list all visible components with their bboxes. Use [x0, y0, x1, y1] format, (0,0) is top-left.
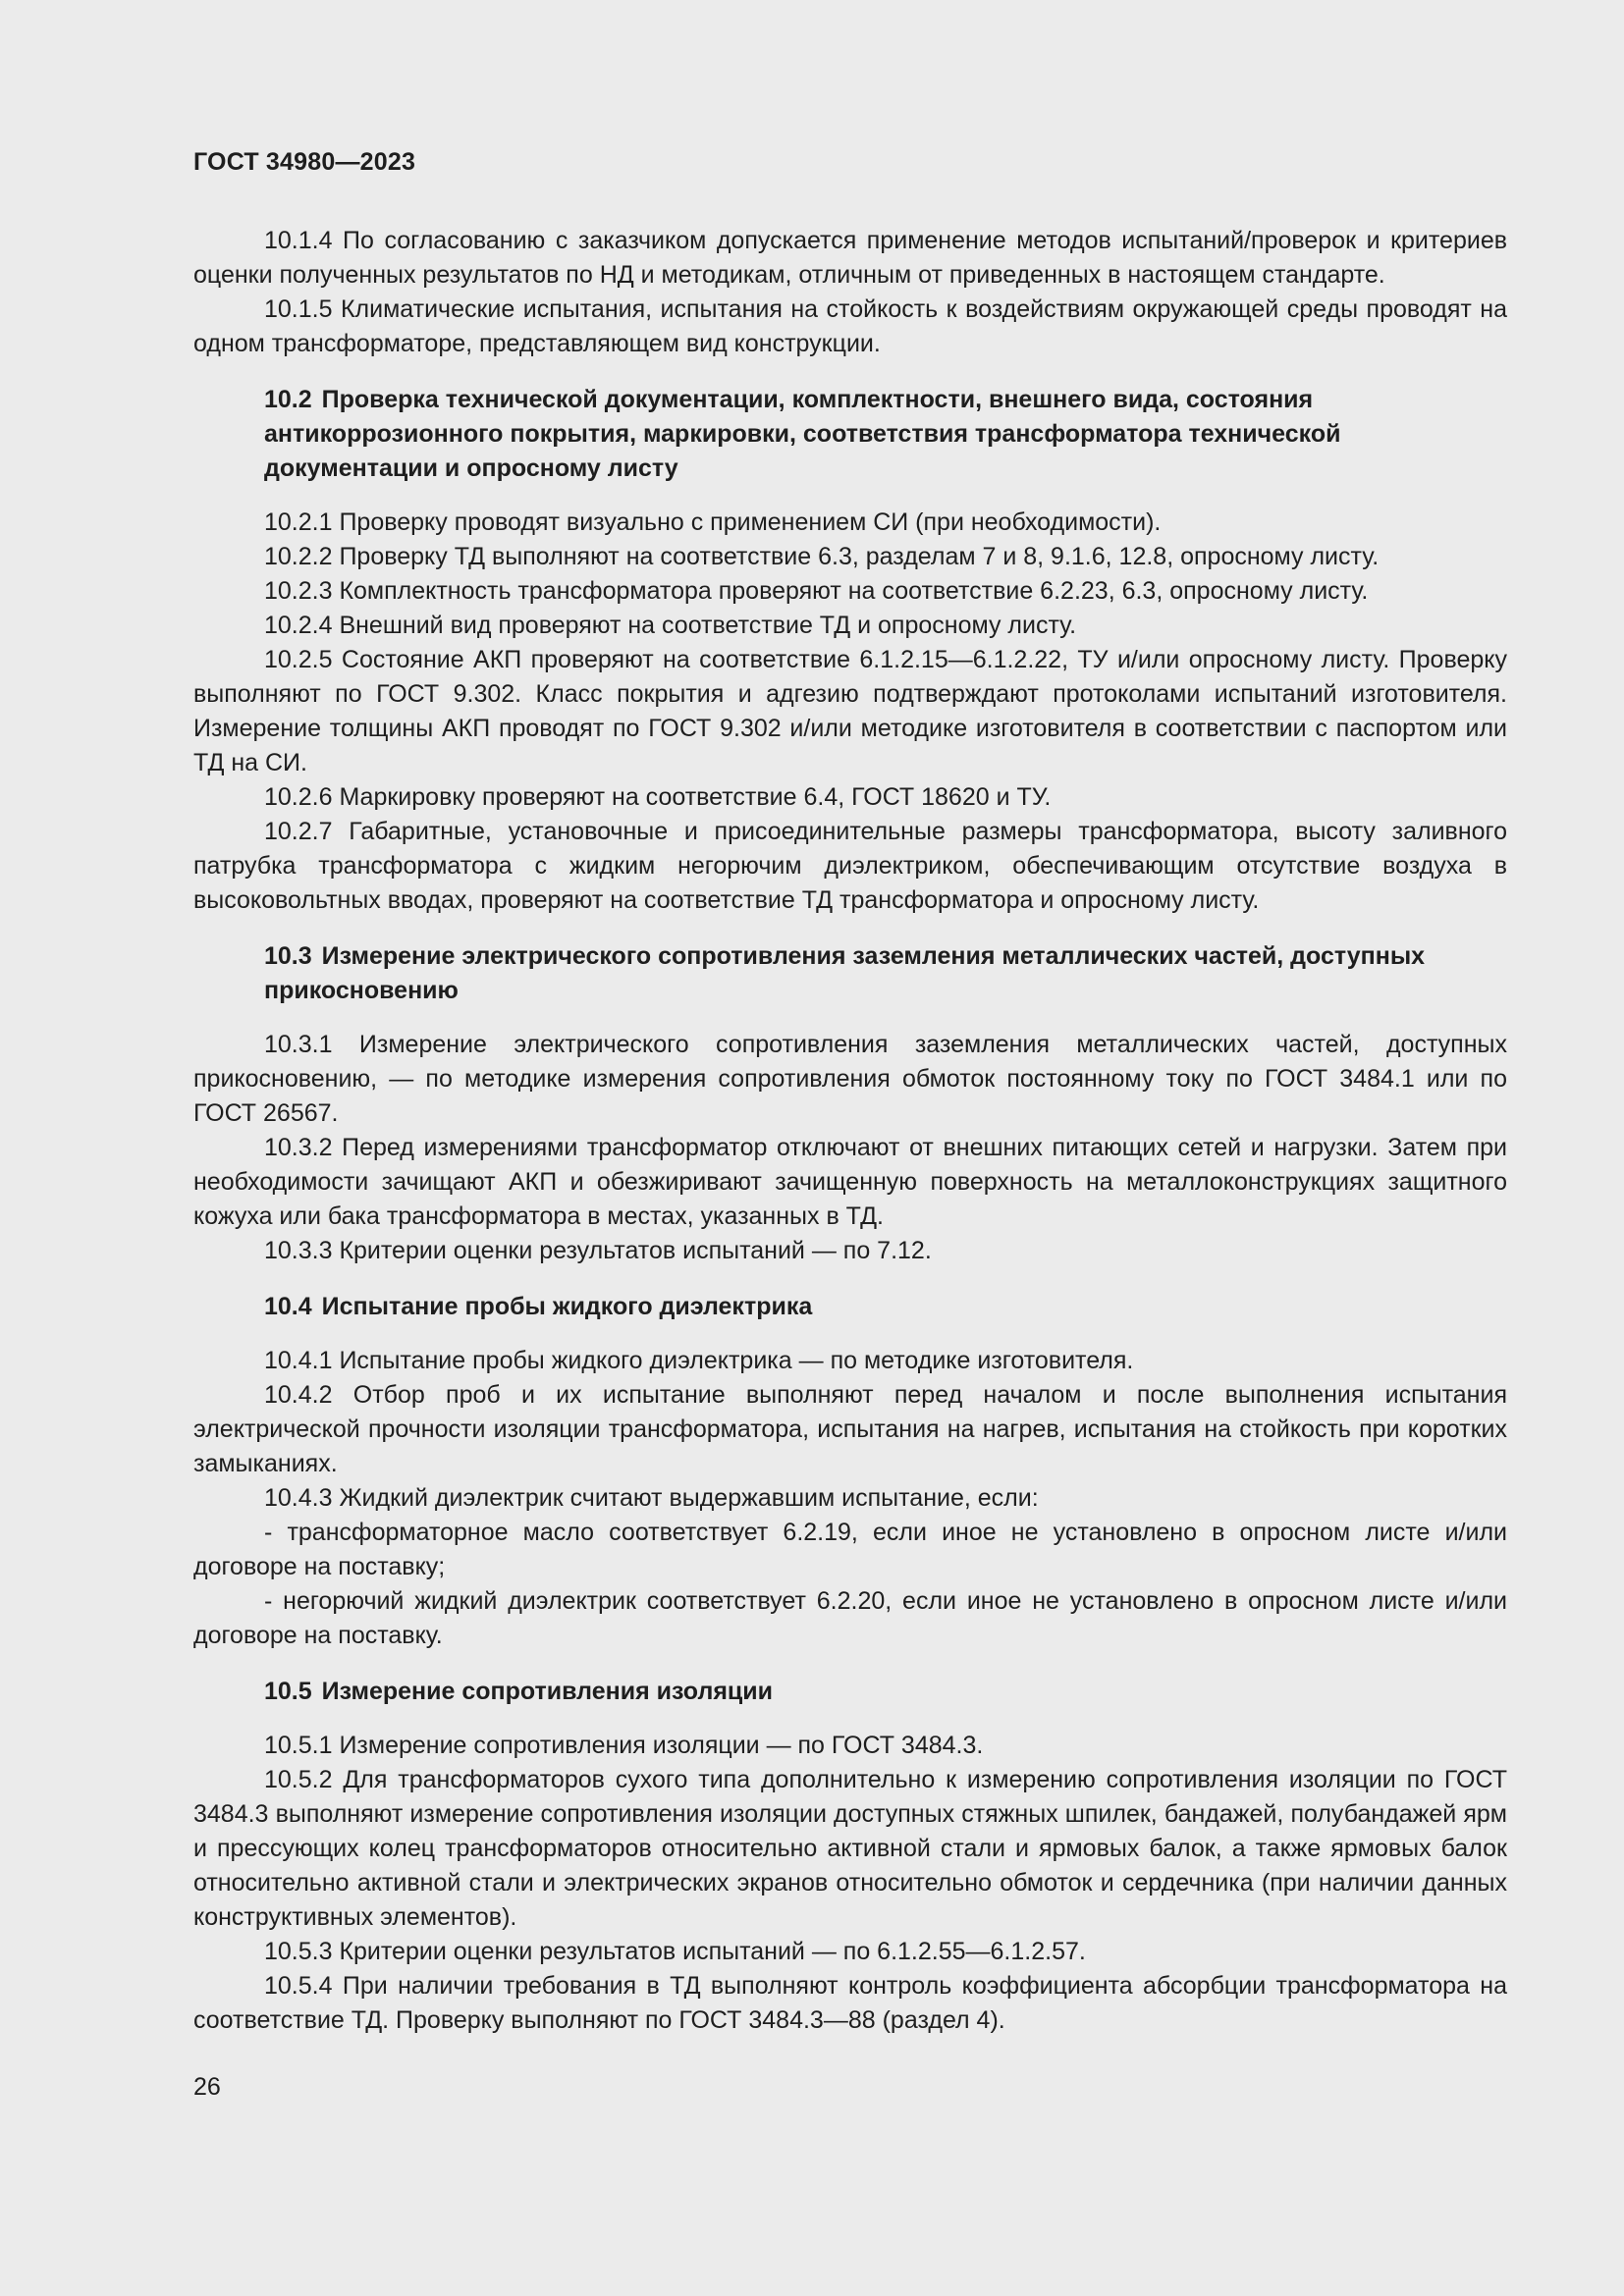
- section-title: Испытание пробы жидкого диэлектрика: [321, 1293, 813, 1320]
- section-heading: [193, 939, 1507, 1008]
- paragraph: 10.4.3 Жидкий диэлектрик считают выдержавшим испытание, если:: [264, 1484, 1039, 1512]
- section-heading: [193, 383, 1507, 486]
- paragraph: 10.3.1 Измерение электрического сопротивления заземления металлических частей, доступных прикосновению, — по методике измерения сопротивления обмоток постоянному току по ГОСТ 3484.1 или по ГОСТ 26567.: [193, 1031, 1507, 1127]
- section-number: 10.4: [264, 1293, 312, 1320]
- paragraph: 10.2.3 Комплектность трансформатора проверяют на соответствие 6.2.23, 6.3, опросному листу.: [264, 577, 1369, 605]
- paragraph: 10.5.1 Измерение сопротивления изоляции — по ГОСТ 3484.3.: [264, 1732, 984, 1759]
- paragraph: 10.2.7 Габаритные, установочные и присоединительные размеры трансформатора, высоту заливного патрубка трансформатора с жидким негорючим диэлектриком, обеспечивающим отсутствие воздуха в высоковольтных вводах, проверяют на соответствие ТД трансформатора и опросному листу.: [193, 818, 1507, 914]
- paragraph: 10.4.1 Испытание пробы жидкого диэлектрика — по методике изготовителя.: [264, 1347, 1134, 1374]
- paragraph: 10.2.1 Проверку проводят визуально с применением СИ (при необходимости).: [264, 508, 1162, 536]
- paragraph: 10.2.2 Проверку ТД выполняют на соответствие 6.3, разделам 7 и 8, 9.1.6, 12.8, опросному листу.: [264, 543, 1380, 570]
- section-heading: [193, 1290, 1507, 1324]
- paragraph: - трансформаторное масло соответствует 6.2.19, если иное не установлено в опросном листе и/или договоре на поставку;: [193, 1519, 1507, 1580]
- paragraph: 10.5.4 При наличии требования в ТД выполняют контроль коэффициента абсорбции трансформатора на соответствие ТД. Проверку выполняют по ГОСТ 3484.3—88 (раздел 4).: [193, 1972, 1507, 2034]
- paragraph: 10.2.5 Состояние АКП проверяют на соответствие 6.1.2.15—6.1.2.22, ТУ и/или опросному листу. Проверку выполняют по ГОСТ 9.302. Класс покрытия и адгезию подтверждают протоколами испытаний изготовителя. Измерение толщины АКП проводят по ГОСТ 9.302 и/или методике изготовителя в соответствии с паспортом или ТД на СИ.: [193, 646, 1507, 776]
- document-code: ГОСТ 34980—2023: [193, 148, 416, 176]
- section-number: 10.2: [264, 386, 312, 413]
- document-body: [193, 224, 1507, 2038]
- paragraph: 10.3.3 Критерии оценки результатов испытаний — по 7.12.: [264, 1237, 932, 1264]
- page-number: 26: [193, 2073, 221, 2101]
- section-title: Измерение сопротивления изоляции: [321, 1678, 774, 1705]
- paragraph: 10.3.2 Перед измерениями трансформатор отключают от внешних питающих сетей и нагрузки. Затем при необходимости зачищают АКП и обезжиривают зачищенную поверхность на металлоконструкциях защитного кожуха или бака трансформатора в местах, указанных в ТД.: [193, 1134, 1507, 1230]
- section-number: 10.3: [264, 942, 312, 970]
- paragraph: - негорючий жидкий диэлектрик соответствует 6.2.20, если иное не установлено в опросном листе и/или договоре на поставку.: [193, 1587, 1507, 1649]
- paragraph: 10.1.5 Климатические испытания, испытания на стойкость к воздействиям окружающей среды проводят на одном трансформаторе, представляющем вид конструкции.: [193, 295, 1507, 357]
- section-title: Измерение электрического сопротивления заземления металлических частей, доступных прикосновению: [264, 942, 1426, 1004]
- paragraph: 10.2.6 Маркировку проверяют на соответствие 6.4, ГОСТ 18620 и ТУ.: [264, 783, 1052, 811]
- paragraph: 10.5.2 Для трансформаторов сухого типа дополнительно к измерению сопротивления изоляции по ГОСТ 3484.3 выполняют измерение сопротивления изоляции доступных стяжных шпилек, бандажей, полубандажей ярм и прессующих колец трансформаторов относительно активной стали и ярмовых балок, а также ярмовых балок относительно активной стали и электрических экранов относительно обмоток и сердечника (при наличии данных конструктивных элементов).: [193, 1766, 1507, 1931]
- section-title: Проверка технической документации, комплектности, внешнего вида, состояния антикоррозионного покрытия, маркировки, соответствия трансформатора технической документации и опросному листу: [264, 386, 1341, 482]
- section-number: 10.5: [264, 1678, 312, 1705]
- paragraph: 10.5.3 Критерии оценки результатов испытаний — по 6.1.2.55—6.1.2.57.: [264, 1938, 1086, 1965]
- paragraph: 10.1.4 По согласованию с заказчиком допускается применение методов испытаний/проверок и критериев оценки полученных результатов по НД и методикам, отличным от приведенных в настоящем стандарте.: [193, 227, 1507, 289]
- section-heading: [193, 1675, 1507, 1709]
- paragraph: 10.2.4 Внешний вид проверяют на соответствие ТД и опросному листу.: [264, 612, 1077, 639]
- paragraph: 10.4.2 Отбор проб и их испытание выполняют перед началом и после выполнения испытания электрической прочности изоляции трансформатора, испытания на нагрев, испытания на стойкость при коротких замыканиях.: [193, 1381, 1507, 1477]
